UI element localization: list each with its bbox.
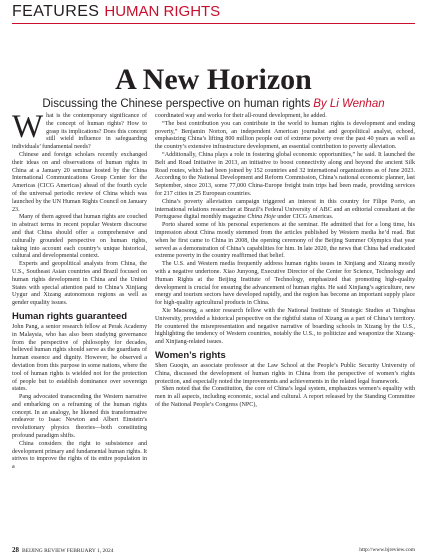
website-url: http://www.bjreview.com [359, 547, 415, 553]
article-headline: A New Horizon [115, 63, 312, 96]
article-subheadline [0, 97, 427, 111]
paragraph: Pang advocated transcending the Western narrative and embarking on a reframing of the human rights concept. In an analogy, he likened this transformative endeavor to Isaac Newton and Albert Einstein’s revolutionary physics theories—both constituting profound paradigm shifts. [12, 394, 147, 440]
page-number: 28 [12, 546, 19, 554]
subheadline-text: Discussing the Chinese perspective on human rights [42, 98, 311, 110]
paragraph [12, 109, 147, 152]
paragraph: Porto shared some of his personal experiences at the seminar. He admitted that for a long time, his impression about China mostly stemmed from the articles published by Western media he’d read. But when he first came to China in 2008, the opening ceremony of the Beijing Summer Olympics that year served as a demonstration of China’s capabilities for him. In late 2020, the news that China had eradicated extreme poverty in the country reaffirmed that belief. [155, 222, 415, 260]
paragraph: coordinated way and works for their all-round development, he added. [155, 113, 327, 119]
paragraph: “Additionally, China plays a role in fostering global economic opportunities,” he said. It launched the Belt and Road Initiative in 2013, an initiative to boost connectivity along and beyond the ancient Silk Road routes, which had been joined by 152 countries and 32 international organizations as of June 2023. According to the National Development and Reform Commission, China’s national economic planner, last September, since 2013, some 77,000 China-Europe freight train trips had been made, providing services for 217 cities in 25 European countries. [155, 151, 415, 197]
paragraph: John Pang, a senior research fellow at Perak Academy in Malaysia, who has also been studying governance from the perspective of philosophy for decades, believed human rights should serve as the guardians of human essence and dignity. However, he observed a deviation from this purpose in some nations, where the tool of human rights is wielded not for the protection of people but to establish dominance over sovereign states. [12, 323, 147, 393]
page-footer [12, 545, 415, 555]
paragraph: Chinese and foreign scholars recently exchanged their ideas on and observations of human rights in China at a January 20 seminar hosted by the China International Communications Group Center for the Americas (CICG Americas) ahead of the fourth cycle of the universal periodic review of China which was launched by the UN Human Rights Council on January 23. [12, 151, 147, 213]
magazine-title: China Hoje [247, 214, 276, 221]
paragraph: Xie Maosong, a senior research fellow with the National Institute of Strategic Studies at Tsinghua University, provided a historical perspective on the rightful status of Xizang as a part of China’s territory. He countered the misrepresentation and negative narrative of boarding schools in Xizang by the U.S., highlighting the tendency of Western countries, notably the U.S., to politicize and weaponize the Xizang- and Xinjiang-related issues. [155, 307, 415, 346]
subheading-human-rights-guaranteed: Human rights guaranteed [12, 310, 128, 322]
subheading-womens-rights: Women’s rights [155, 349, 226, 361]
paragraph: “The best contribution you can contribute in the world to human rights is development and ending poverty,” Benjamin Norton, an independent American journalist and geopolitical analyst, echoed, emphasizing China’s lifting 800 million people out of extreme poverty over the past 40 years as well as the country’s extensive infrastructure development, an essential contribution to poverty alleviation. [155, 120, 415, 151]
paragraph-text: China’s poverty alleviation campaign triggered an interest in this country for Filipe Porto, an international relations researcher at Brazil’s Federal University of ABC and an editorial consultant at the Portuguese digital monthly magazine [155, 198, 415, 221]
drop-cap: W [12, 109, 44, 145]
paragraph-text: hat is the contemporary significance of the concept of human rights? How to grasp its implications? Does this concept still wield influence in safeguarding individuals’ fundamental needs? [12, 113, 147, 151]
paragraph [155, 199, 415, 222]
section-sub-label: HUMAN RIGHTS [104, 3, 221, 20]
section-header [12, 3, 415, 24]
paragraph: Shen noted that the Constitution, the core of China’s legal system, emphasizes women’s equality with men in all aspects, including economic, social and cultural. A report released by the Standing Committee of the National People’s Congress (NPC), [155, 386, 415, 408]
paragraph-text: under CICG Americas. [275, 214, 334, 221]
publication-line: BEIJING REVIEW FEBRUARY 1, 2024 [22, 548, 114, 554]
footer-left [12, 545, 114, 556]
paragraph: The U.S. and Western media frequently address human rights issues in Xinjiang and Xizang mostly with a negative undertone. Xiao Junyong, Executive Director of the Center for Science, Technology and Human Rights at the Beijing Institute of Technology, emphasized that promoting high-quality development is crucial for ensuring the advancement of human rights. He said Xinjiang’s agriculture, new energy and tourism sectors have developed rapidly, and the region has become an important supply place for high-quality agricultural products in China. [155, 261, 415, 307]
paragraph: Many of them agreed that human rights are couched in abstract terms in recent popular Western discourse and that China should offer a comprehensive and culturally grounded perspective on human rights, taking into account each country’s unique historical, cultural and developmental context. [12, 214, 147, 260]
byline: By Li Wenhan [313, 98, 385, 110]
paragraph: Shen Guoqin, an associate professor at the Law School at the People’s Public Security University of China, discussed the development of human rights in China from the perspective of women’s rights protection, and especially noted the improvements and achievements in the related legal framework. [155, 362, 415, 385]
paragraph: Experts and geopolitical analysts from China, the U.S., Southeast Asian countries and Brazil focused on human rights development in China and the United States with special attention paid to China’s Xinjiang Uygur and Xizang autonomous regions as well as gender equality issues. [12, 261, 147, 307]
paragraph: China considers the right to subsistence and development primary and fundamental human rights. It strives to improve the rights of its entire population in a [12, 440, 147, 471]
left-column [12, 109, 147, 472]
section-label: FEATURES [12, 3, 100, 20]
right-column [155, 113, 415, 410]
